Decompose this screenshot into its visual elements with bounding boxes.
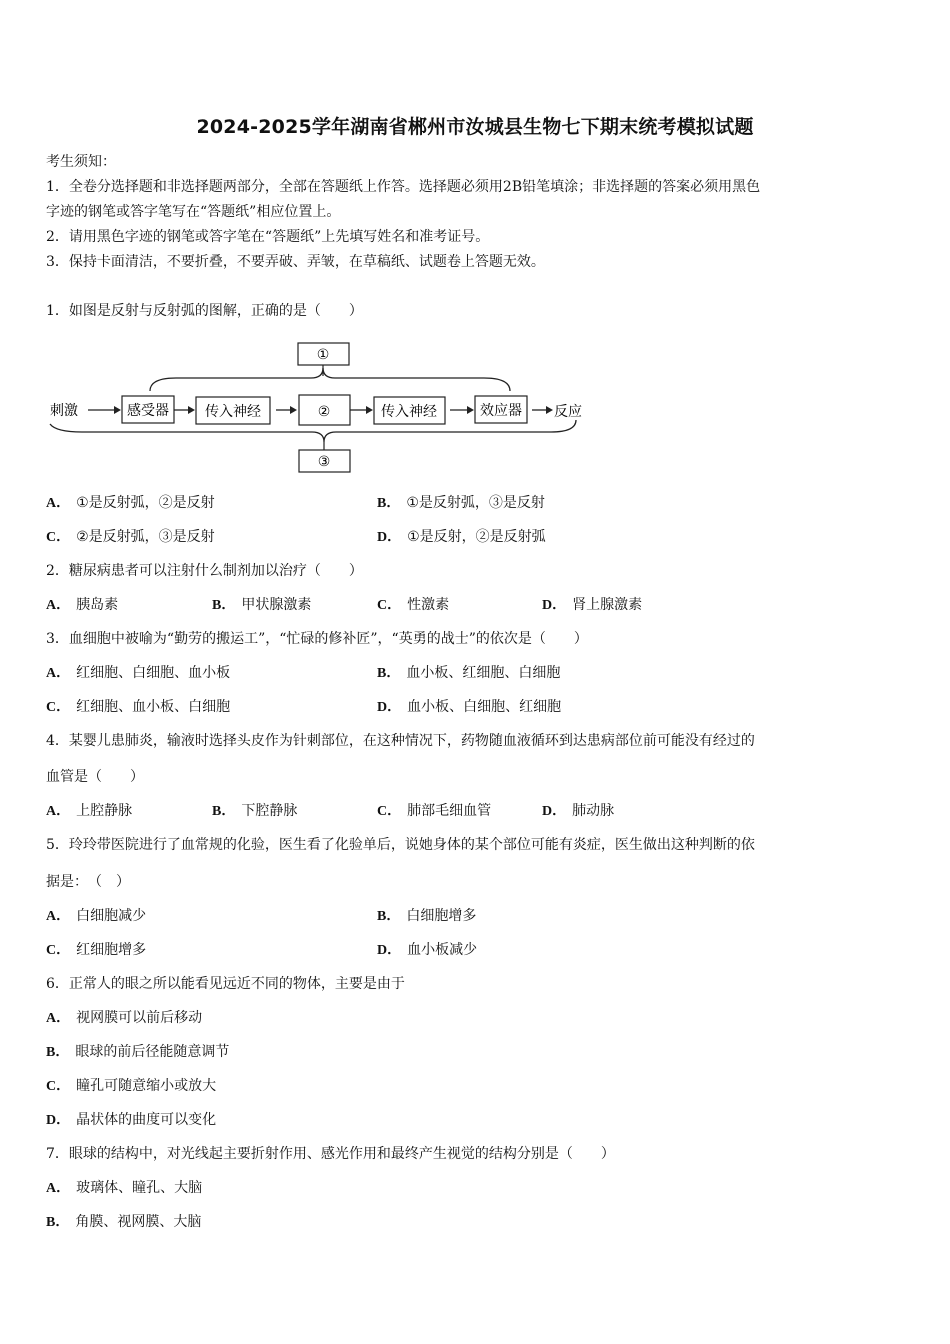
option-text: 晶状体的曲度可以变化 bbox=[76, 1112, 217, 1128]
option-letter: B． bbox=[377, 666, 401, 681]
option-letter: A． bbox=[46, 1181, 71, 1196]
option-text: 玻璃体、瞳孔、大脑 bbox=[76, 1180, 203, 1196]
option-d[interactable] bbox=[46, 1110, 216, 1131]
option-text: 上腔静脉 bbox=[76, 803, 133, 819]
notice-heading: 考生须知： bbox=[46, 154, 116, 170]
option-d[interactable] bbox=[542, 595, 642, 616]
option-text: ②是反射弧，③是反射 bbox=[76, 529, 215, 545]
option-text: 血小板减少 bbox=[407, 942, 478, 958]
option-letter: A． bbox=[46, 909, 71, 924]
option-d[interactable] bbox=[377, 527, 546, 548]
option-a[interactable] bbox=[46, 1178, 202, 1199]
option-text: ①是反射弧，②是反射 bbox=[76, 495, 215, 511]
option-letter: A． bbox=[46, 666, 71, 681]
option-b[interactable] bbox=[212, 801, 297, 822]
option-text: 血小板、红细胞、白细胞 bbox=[406, 665, 561, 681]
option-text: ①是反射弧，③是反射 bbox=[406, 495, 545, 511]
option-a[interactable] bbox=[46, 1008, 202, 1029]
option-a[interactable] bbox=[46, 595, 118, 616]
question-stem: 2．糖尿病患者可以注射什么制剂加以治疗（ ） bbox=[46, 563, 363, 579]
option-text: 红细胞、白细胞、血小板 bbox=[76, 665, 231, 681]
option-c[interactable] bbox=[377, 801, 491, 822]
question-stem: 3．血细胞中被喻为“勤劳的搬运工”，“忙碌的修补匠”，“英勇的战士”的依次是（ ） bbox=[46, 631, 588, 647]
option-c[interactable] bbox=[46, 527, 215, 548]
option-b[interactable] bbox=[46, 1212, 201, 1233]
option-text: 白细胞减少 bbox=[76, 908, 147, 924]
option-text: 眼球的前后径能随意调节 bbox=[75, 1044, 230, 1060]
option-letter: C． bbox=[46, 1079, 71, 1094]
option-b[interactable] bbox=[377, 906, 476, 927]
diagram-box-label: 感受器 bbox=[127, 403, 169, 419]
option-text: 红细胞、血小板、白细胞 bbox=[76, 699, 231, 715]
question-stem-continued: 血管是（ ） bbox=[46, 769, 144, 785]
diagram-box-label: ② bbox=[317, 404, 331, 420]
option-c[interactable] bbox=[46, 697, 230, 718]
option-a[interactable] bbox=[46, 906, 146, 927]
diagram-box-label: 传入神经 bbox=[205, 404, 261, 420]
option-letter: D． bbox=[542, 598, 567, 613]
option-text: ①是反射，②是反射弧 bbox=[407, 529, 546, 545]
question-stem: 1．如图是反射与反射弧的图解，正确的是（ ） bbox=[46, 303, 363, 319]
option-text: 肺部毛细血管 bbox=[407, 803, 492, 819]
question-stem: 6．正常人的眼之所以能看见远近不同的物体，主要是由于 bbox=[46, 976, 405, 992]
option-text: 角膜、视网膜、大脑 bbox=[75, 1214, 202, 1230]
option-c[interactable] bbox=[46, 940, 146, 961]
option-letter: B． bbox=[212, 598, 236, 613]
diagram-bottom-label: ③ bbox=[317, 454, 331, 470]
diagram-top-label: ① bbox=[316, 347, 330, 363]
page-title: 2024-2025学年湖南省郴州市汝城县生物七下期末统考模拟试题 bbox=[196, 116, 754, 138]
option-letter: C． bbox=[377, 598, 402, 613]
option-letter: A． bbox=[46, 496, 71, 511]
diagram-response: 反应 bbox=[554, 404, 582, 420]
option-letter: D． bbox=[46, 1113, 71, 1128]
diagram-box-label: 传入神经 bbox=[381, 404, 437, 420]
option-letter: B． bbox=[212, 804, 236, 819]
option-letter: B． bbox=[377, 496, 401, 511]
option-letter: B． bbox=[377, 909, 401, 924]
notice-line: 1．全卷分选择题和非选择题两部分，全部在答题纸上作答。选择题必须用2B铅笔填涂；非选择题的答案必须用黑色 bbox=[46, 179, 761, 195]
option-a[interactable] bbox=[46, 663, 230, 684]
option-a[interactable] bbox=[46, 493, 215, 514]
notice-line: 2．请用黑色字迹的钢笔或答字笔在“答题纸”上先填写姓名和准考证号。 bbox=[46, 229, 490, 245]
option-text: 视网膜可以前后移动 bbox=[76, 1010, 203, 1026]
notice-line: 字迹的钢笔或答字笔写在“答题纸”相应位置上。 bbox=[46, 204, 341, 220]
diagram-box-label: 效应器 bbox=[480, 403, 522, 419]
option-d[interactable] bbox=[542, 801, 614, 822]
option-b[interactable] bbox=[377, 493, 545, 514]
option-text: 红细胞增多 bbox=[76, 942, 147, 958]
option-text: 胰岛素 bbox=[76, 597, 119, 613]
option-letter: B． bbox=[46, 1045, 70, 1060]
option-d[interactable] bbox=[377, 940, 477, 961]
notice-line: 3．保持卡面清洁，不要折叠，不要弄破、弄皱，在草稿纸、试题卷上答题无效。 bbox=[46, 254, 545, 270]
option-letter: D． bbox=[377, 943, 402, 958]
option-letter: C． bbox=[46, 943, 71, 958]
option-letter: D． bbox=[377, 700, 402, 715]
option-text: 肺动脉 bbox=[572, 803, 615, 819]
question-stem: 7．眼球的结构中，对光线起主要折射作用、感光作用和最终产生视觉的结构分别是（ ） bbox=[46, 1146, 615, 1162]
option-letter: A． bbox=[46, 804, 71, 819]
option-a[interactable] bbox=[46, 801, 132, 822]
option-b[interactable] bbox=[377, 663, 560, 684]
option-b[interactable] bbox=[212, 595, 311, 616]
reflex-arc-diagram bbox=[46, 336, 606, 478]
question-stem: 4．某婴儿患肺炎，输液时选择头皮作为针刺部位，在这种情况下，药物随血液循环到达患病部位前可能没有经过的 bbox=[46, 733, 755, 749]
option-letter: A． bbox=[46, 1011, 71, 1026]
option-letter: C． bbox=[46, 700, 71, 715]
option-letter: B． bbox=[46, 1215, 70, 1230]
question-stem-continued: 据是： （ ） bbox=[46, 874, 130, 890]
option-text: 甲状腺激素 bbox=[241, 597, 312, 613]
option-text: 肾上腺激素 bbox=[572, 597, 643, 613]
option-c[interactable] bbox=[46, 1076, 216, 1097]
question-stem: 5．玲玲带医院进行了血常规的化验，医生看了化验单后，说她身体的某个部位可能有炎症，医生做出这种判断的依 bbox=[46, 837, 755, 853]
option-text: 瞳孔可随意缩小或放大 bbox=[76, 1078, 217, 1094]
option-c[interactable] bbox=[377, 595, 449, 616]
option-text: 白细胞增多 bbox=[406, 908, 477, 924]
diagram-top-brace bbox=[150, 368, 510, 391]
option-text: 性激素 bbox=[407, 597, 450, 613]
option-letter: C． bbox=[377, 804, 402, 819]
option-d[interactable] bbox=[377, 697, 561, 718]
option-letter: C． bbox=[46, 530, 71, 545]
option-text: 血小板、白细胞、红细胞 bbox=[407, 699, 562, 715]
option-text: 下腔静脉 bbox=[241, 803, 298, 819]
diagram-stimulus: 刺激 bbox=[50, 403, 78, 419]
option-letter: D． bbox=[377, 530, 402, 545]
option-letter: A． bbox=[46, 598, 71, 613]
option-letter: D． bbox=[542, 804, 567, 819]
option-b[interactable] bbox=[46, 1042, 229, 1063]
